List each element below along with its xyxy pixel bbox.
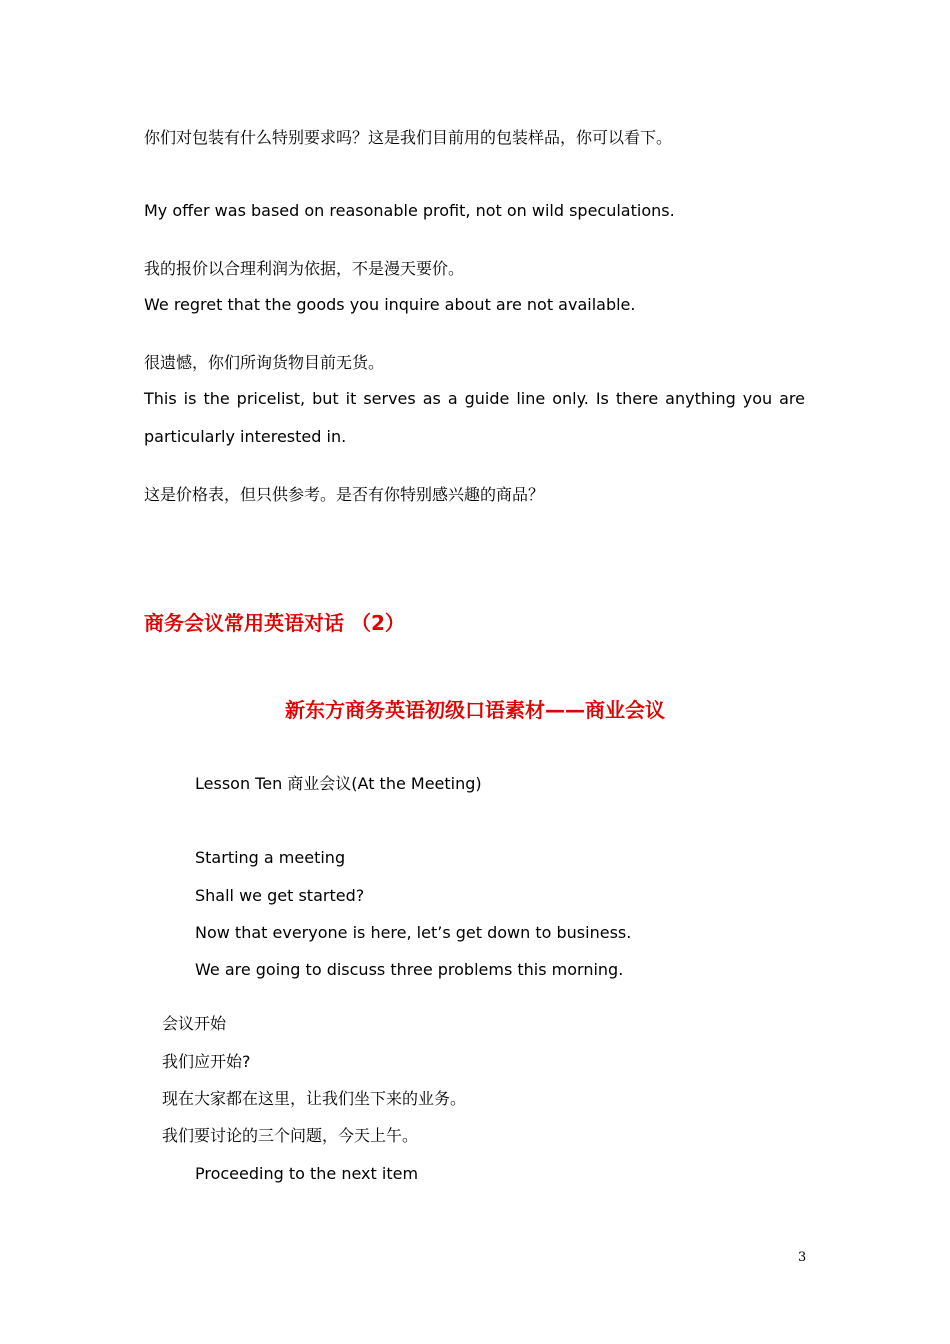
paragraph-offer-en: My offer was based on reasonable profit, not on wild speculations. [144, 201, 675, 220]
lesson-chinese-line: 我们应开始? [162, 1052, 251, 1071]
lesson-title: Lesson Ten 商业会议(At the Meeting) [195, 774, 482, 793]
lesson-english-line: We are going to discuss three problems this morning. [195, 960, 624, 979]
subtitle: 新东方商务英语初级口语素材——商业会议 [285, 698, 665, 722]
paragraph-pricelist-cn: 这是价格表，但只供参考。是否有你特别感兴趣的商品？ [144, 485, 545, 504]
lesson-chinese-line: 我们要讨论的三个问题，今天上午。 [162, 1126, 419, 1145]
lesson-english-line: Starting a meeting [195, 848, 346, 867]
paragraph-regret-en: We regret that the goods you inquire about are not available. [144, 295, 636, 314]
section-title: 商务会议常用英语对话 （2） [144, 611, 405, 635]
paragraph-regret-cn: 很遗憾，你们所询货物目前无货。 [144, 353, 385, 372]
lesson-english-line: Now that everyone is here, let’s get down to business. [195, 923, 632, 942]
lesson-english-line: Shall we get started? [195, 886, 365, 905]
paragraph-pricelist-en: This is the pricelist, but it serves as a guide line only. Is there anything you are particularly interested in. [144, 389, 805, 446]
lesson-next-item: Proceeding to the next item [195, 1164, 419, 1183]
lesson-chinese-line: 现在大家都在这里，让我们坐下来的业务。 [162, 1089, 467, 1108]
paragraph-packaging-cn: 你们对包装有什么特别要求吗？这是我们目前用的包装样品，你可以看下。 [144, 128, 673, 147]
lesson-chinese-line: 会议开始 [162, 1014, 227, 1033]
page-number: 3 [798, 1250, 807, 1265]
paragraph-offer-cn: 我的报价以合理利润为依据，不是漫天要价。 [144, 259, 465, 278]
